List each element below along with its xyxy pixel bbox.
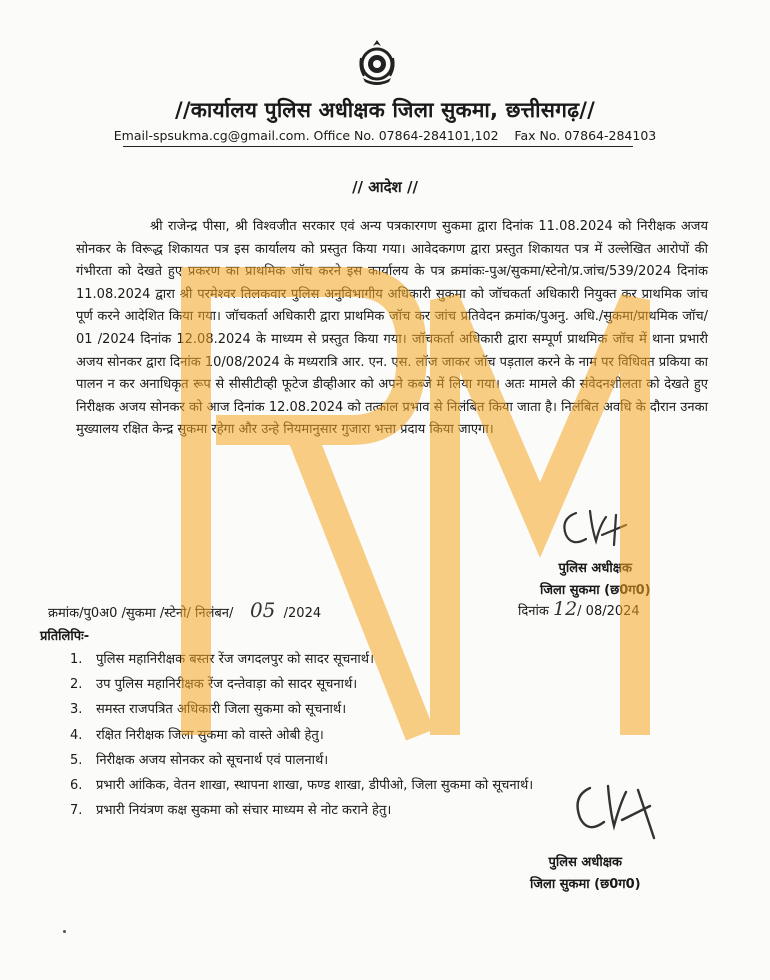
signature-2: [568, 776, 658, 846]
reference-prefix: क्रमांक/पु0अ0 /सुकमा /स्टेनो/ निलंबन/: [48, 606, 234, 621]
list-item: 5. निरीक्षक अजय सोनकर को सूचनार्थ एवं पालनार्थ।: [70, 752, 329, 768]
date-label: दिनांक: [518, 604, 549, 619]
signature-1: [556, 505, 636, 555]
contact-underline: [123, 146, 633, 147]
copy-to-label: प्रतिलिपिः-: [40, 629, 90, 644]
date-rest: / 08/2024: [577, 604, 640, 619]
signatory-block-1: [540, 558, 651, 602]
signatory-1-district: जिला सुकमा (छ0ग0): [540, 583, 651, 598]
office-title: //कार्यालय पुलिस अधीक्षक जिला सुकमा, छत्तीसगढ़//: [175, 98, 595, 122]
signatory-2-district: जिला सुकमा (छ0ग0): [530, 877, 641, 892]
list-item: 2. उप पुलिस महानिरीक्षक रेंज दन्तेवाड़ा को सादर सूचनार्थ।: [70, 677, 358, 693]
signatory-1-title: पुलिस अधीक्षक: [558, 561, 633, 576]
signatory-block-2: [530, 852, 641, 896]
list-item: 3. समस्त राजपत्रित अधिकारी जिला सुकमा को सूचनार्थ।: [70, 702, 347, 718]
police-emblem-icon: [355, 38, 399, 88]
reference-year: /2024: [283, 606, 322, 621]
signatory-2-title: पुलिस अधीक्षक: [548, 855, 623, 870]
contact-line: Email-spsukma.cg@gmail.com. Office No. 07864-284101,102 Fax No. 07864-284103: [113, 128, 657, 143]
copy-to-list: [70, 647, 533, 823]
list-item: 6. प्रभारी आंकिक, वेतन शाखा, स्थापना शाखा, फण्ड शाखा, डीपीओ, जिला सुकमा को सूचनार्थ।: [70, 778, 534, 794]
list-item: 4. रक्षित निरीक्षक जिला सुकमा को वास्ते ओबी हेतु।: [70, 727, 324, 743]
scan-speck: [63, 930, 66, 933]
reference-number: [48, 598, 321, 622]
date-handwritten-day: 12: [552, 598, 578, 620]
order-heading: // आदेश //: [352, 178, 418, 196]
order-body: श्री राजेन्द्र पीसा, श्री विश्वजीत सरकार एवं अन्य पत्रकारगण सुकमा द्वारा दिनांक 11.08.2024 को निरीक्षक अजय सोनकर के विरूद्ध शिकायत पत्र इस कार्यालय को प्रस्तुत किया गया। आवेदकगण द्वारा प्रस्तुत शिकायत पत्र में उल्लेखित आरोपों की गंभीरता को देखते हुए प्रकरण का प्राथमिक जॉच करने इस कार्यालय के पत्र क्रमांकः-पुअ/सुकमा/स्टेनो/प्र.जांच/539/2024 दिनांक 11.08.2024 द्वारा श्री परमेश्वर तिलकवार पुलिस अनुविभागीय अधिकारी सुकमा को जॉचकर्ता अधिकारी नियुक्त कर प्राथमिक जांच पूर्ण करने आदेशित किया गया। जॉचकर्ता अधिकारी द्वारा प्राथमिक जॉच कर जांच प्रतिवेदन क्रमांक/पुअनु. अधि./सुकमा/प्राथमिक जॉच/ 01 /2024 दिनांक 12.08.2024 के माध्यम से प्रस्तुत किया गया। जॉचकर्ता अधिकारी द्वारा सम्पूर्ण प्राथमिक जॉच में थाना प्रभारी अजय सोनकर द्वारा दिनांक 10/08/2024 के मध्यरात्रि आर. एन. एस. लॉज जाकर जॉच पड़ताल करने के नाम पर विधिवत प्रकिया का पालन न कर अनाधिकृत रूप से सीसीटीव्ही फूटेज डीव्हीआर को अपने कब्जे में लिया गया। अतः मामले की संवेदनशीलता को देखते हुए निरीक्षक अजय सोनकर को आज दिनांक 12.08.2024 को तत्काल प्रभाव से निलंबित किया जाता है। निलंबित अवधि के दौरान उनका मुख्यालय रक्षित केन्द्र सुकमा रहेगा और उन्हे नियमानुसार गुजारा भत्ता प्रदाय किया जाएगा।: [76, 219, 708, 438]
order-date: [518, 598, 640, 620]
list-item: 7. प्रभारी नियंत्रण कक्ष सुकमा को संचार माध्यम से नोट कराने हेतु।: [70, 803, 392, 819]
reference-handwritten-no: 05: [249, 598, 276, 622]
list-item: 1. पुलिस महानिरीक्षक बस्तर रेंज जगदलपुर को सादर सूचनार्थ।: [70, 652, 375, 667]
